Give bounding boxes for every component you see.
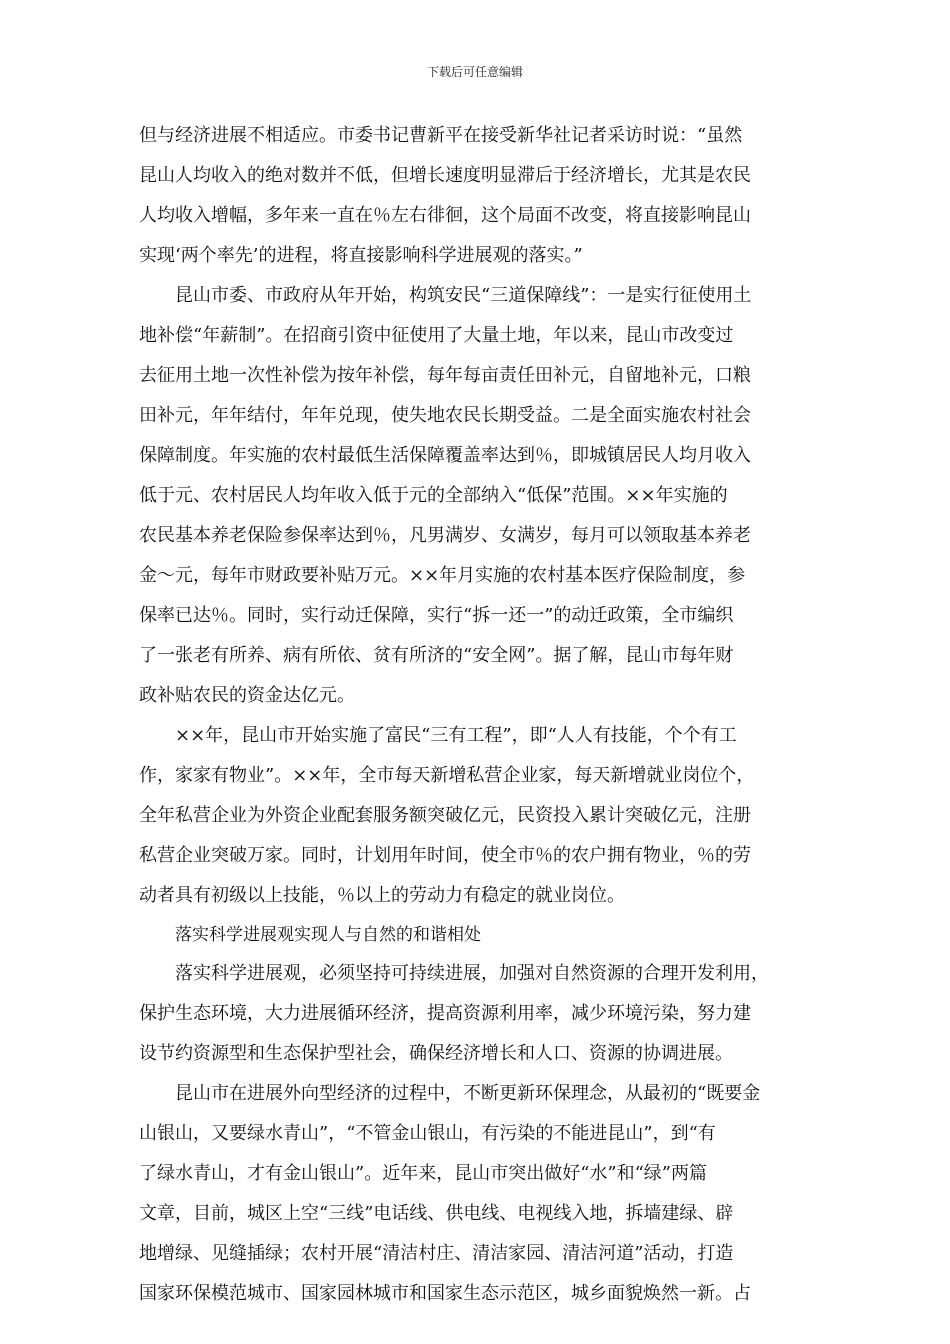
paragraph-line: 动者具有初级以上技能，％以上的劳动力有稳定的就业岗位。 (139, 885, 625, 906)
paragraph-line: 人均收入增幅，多年来一直在％左右徘徊，这个局面不改变，将直接影响昆山 (139, 205, 751, 226)
heading-text: 落实科学进展观实现人与自然的和谐相处 (175, 925, 481, 945)
paragraph-line: 了一张老有所养、病有所依、贫有所济的“安全网”。据了解，昆山市每年财 (139, 645, 734, 666)
paragraph-line: 保障制度。年实施的农村最低生活保障覆盖率达到％，即城镇居民人均月收入 (139, 445, 751, 466)
paragraph-line: 私营企业突破万家。同时，计划用年时间，使全市％的农户拥有物业，％的劳 (139, 845, 751, 866)
paragraph-line: 去征用土地一次性补偿为按年补偿，每年每亩责任田补元，自留地补元，口粮 (139, 365, 751, 386)
document-body (139, 116, 811, 1314)
paragraph-line: 昆山市委、市政府从年开始，构筑安民“三道保障线”：一是实行征使用土 (175, 285, 752, 306)
paragraph-line: 国家环保模范城市、国家园林城市和国家生态示范区，城乡面貌焕然一新。占 (139, 1283, 751, 1304)
paragraph-line: 金～元，每年市财政要补贴万元。××年月实施的农村基本医疗保险制度，参 (139, 565, 746, 586)
paragraph-line: 昆山人均收入的绝对数并不低，但增长速度明显滞后于经济增长，尤其是农民 (139, 165, 751, 186)
paragraph (139, 1074, 811, 1314)
paragraph-line: 低于元、农村居民人均年收入低于元的全部纳入“低保”范围。××年实施的 (139, 485, 728, 506)
paragraph-line: 昆山市在进展外向型经济的过程中，不断更新环保理念，从最初的“既要金 (175, 1083, 761, 1104)
paragraph-line: 设节约资源型和生态保护型社会，确保经济增长和人口、资源的协调进展。 (139, 1043, 733, 1064)
paragraph-line: 落实科学进展观，必须坚持可持续进展，加强对自然资源的合理开发利用， (175, 963, 769, 984)
paragraph-line: 政补贴农民的资金达亿元。 (139, 685, 355, 706)
page-header: 下载后可任意编辑 (426, 65, 523, 79)
paragraph-line: 地补偿“年薪制”。在招商引资中征使用了大量土地，年以来，昆山市改变过 (139, 325, 734, 346)
paragraph (139, 716, 811, 916)
paragraph-line: 地增绿、见缝插绿；农村开展“清洁村庄、清洁家园、清洁河道”活动，打造 (139, 1243, 734, 1264)
paragraph-line: 保率已达％。同时，实行动迁保障，实行“拆一还一”的动迁政策，全市编织 (139, 605, 734, 626)
paragraph (139, 116, 811, 276)
paragraph (139, 276, 811, 716)
paragraph-line: 田补元，年年结付，年年兑现，使失地农民长期受益。二是全面实施农村社会 (139, 405, 751, 426)
paragraph-line: 实现‘两个率先’的进程，将直接影响科学进展观的落实。” (139, 245, 583, 266)
section-heading (139, 916, 811, 954)
paragraph-line: 保护生态环境，大力进展循环经济，提高资源利用率，减少环境污染，努力建 (139, 1003, 751, 1024)
paragraph-line: 但与经济进展不相适应。市委书记曹新平在接受新华社记者采访时说：“虽然 (139, 125, 743, 146)
paragraph (139, 954, 811, 1074)
paragraph-line: 全年私营企业为外资企业配套服务额突破亿元，民资投入累计突破亿元，注册 (139, 805, 751, 826)
paragraph-line: 农民基本养老保险参保率达到％，凡男满岁、女满岁，每月可以领取基本养老 (139, 525, 751, 546)
paragraph-line: 了绿水青山，才有金山银山”。近年来，昆山市突出做好“水”和“绿”两篇 (139, 1163, 708, 1184)
paragraph-line: ××年，昆山市开始实施了富民“三有工程”，即“人人有技能，个个有工 (175, 725, 737, 746)
paragraph-line: 作，家家有物业”。××年，全市每天新增私营企业家，每天新增就业岗位个， (139, 765, 755, 786)
paragraph-line: 山银山，又要绿水青山”，“不管金山银山，有污染的不能进昆山”，到“有 (139, 1123, 716, 1144)
paragraph-line: 文章，目前，城区上空“三线”电话线、供电线、电视线入地，拆墙建绿、辟 (139, 1203, 734, 1224)
